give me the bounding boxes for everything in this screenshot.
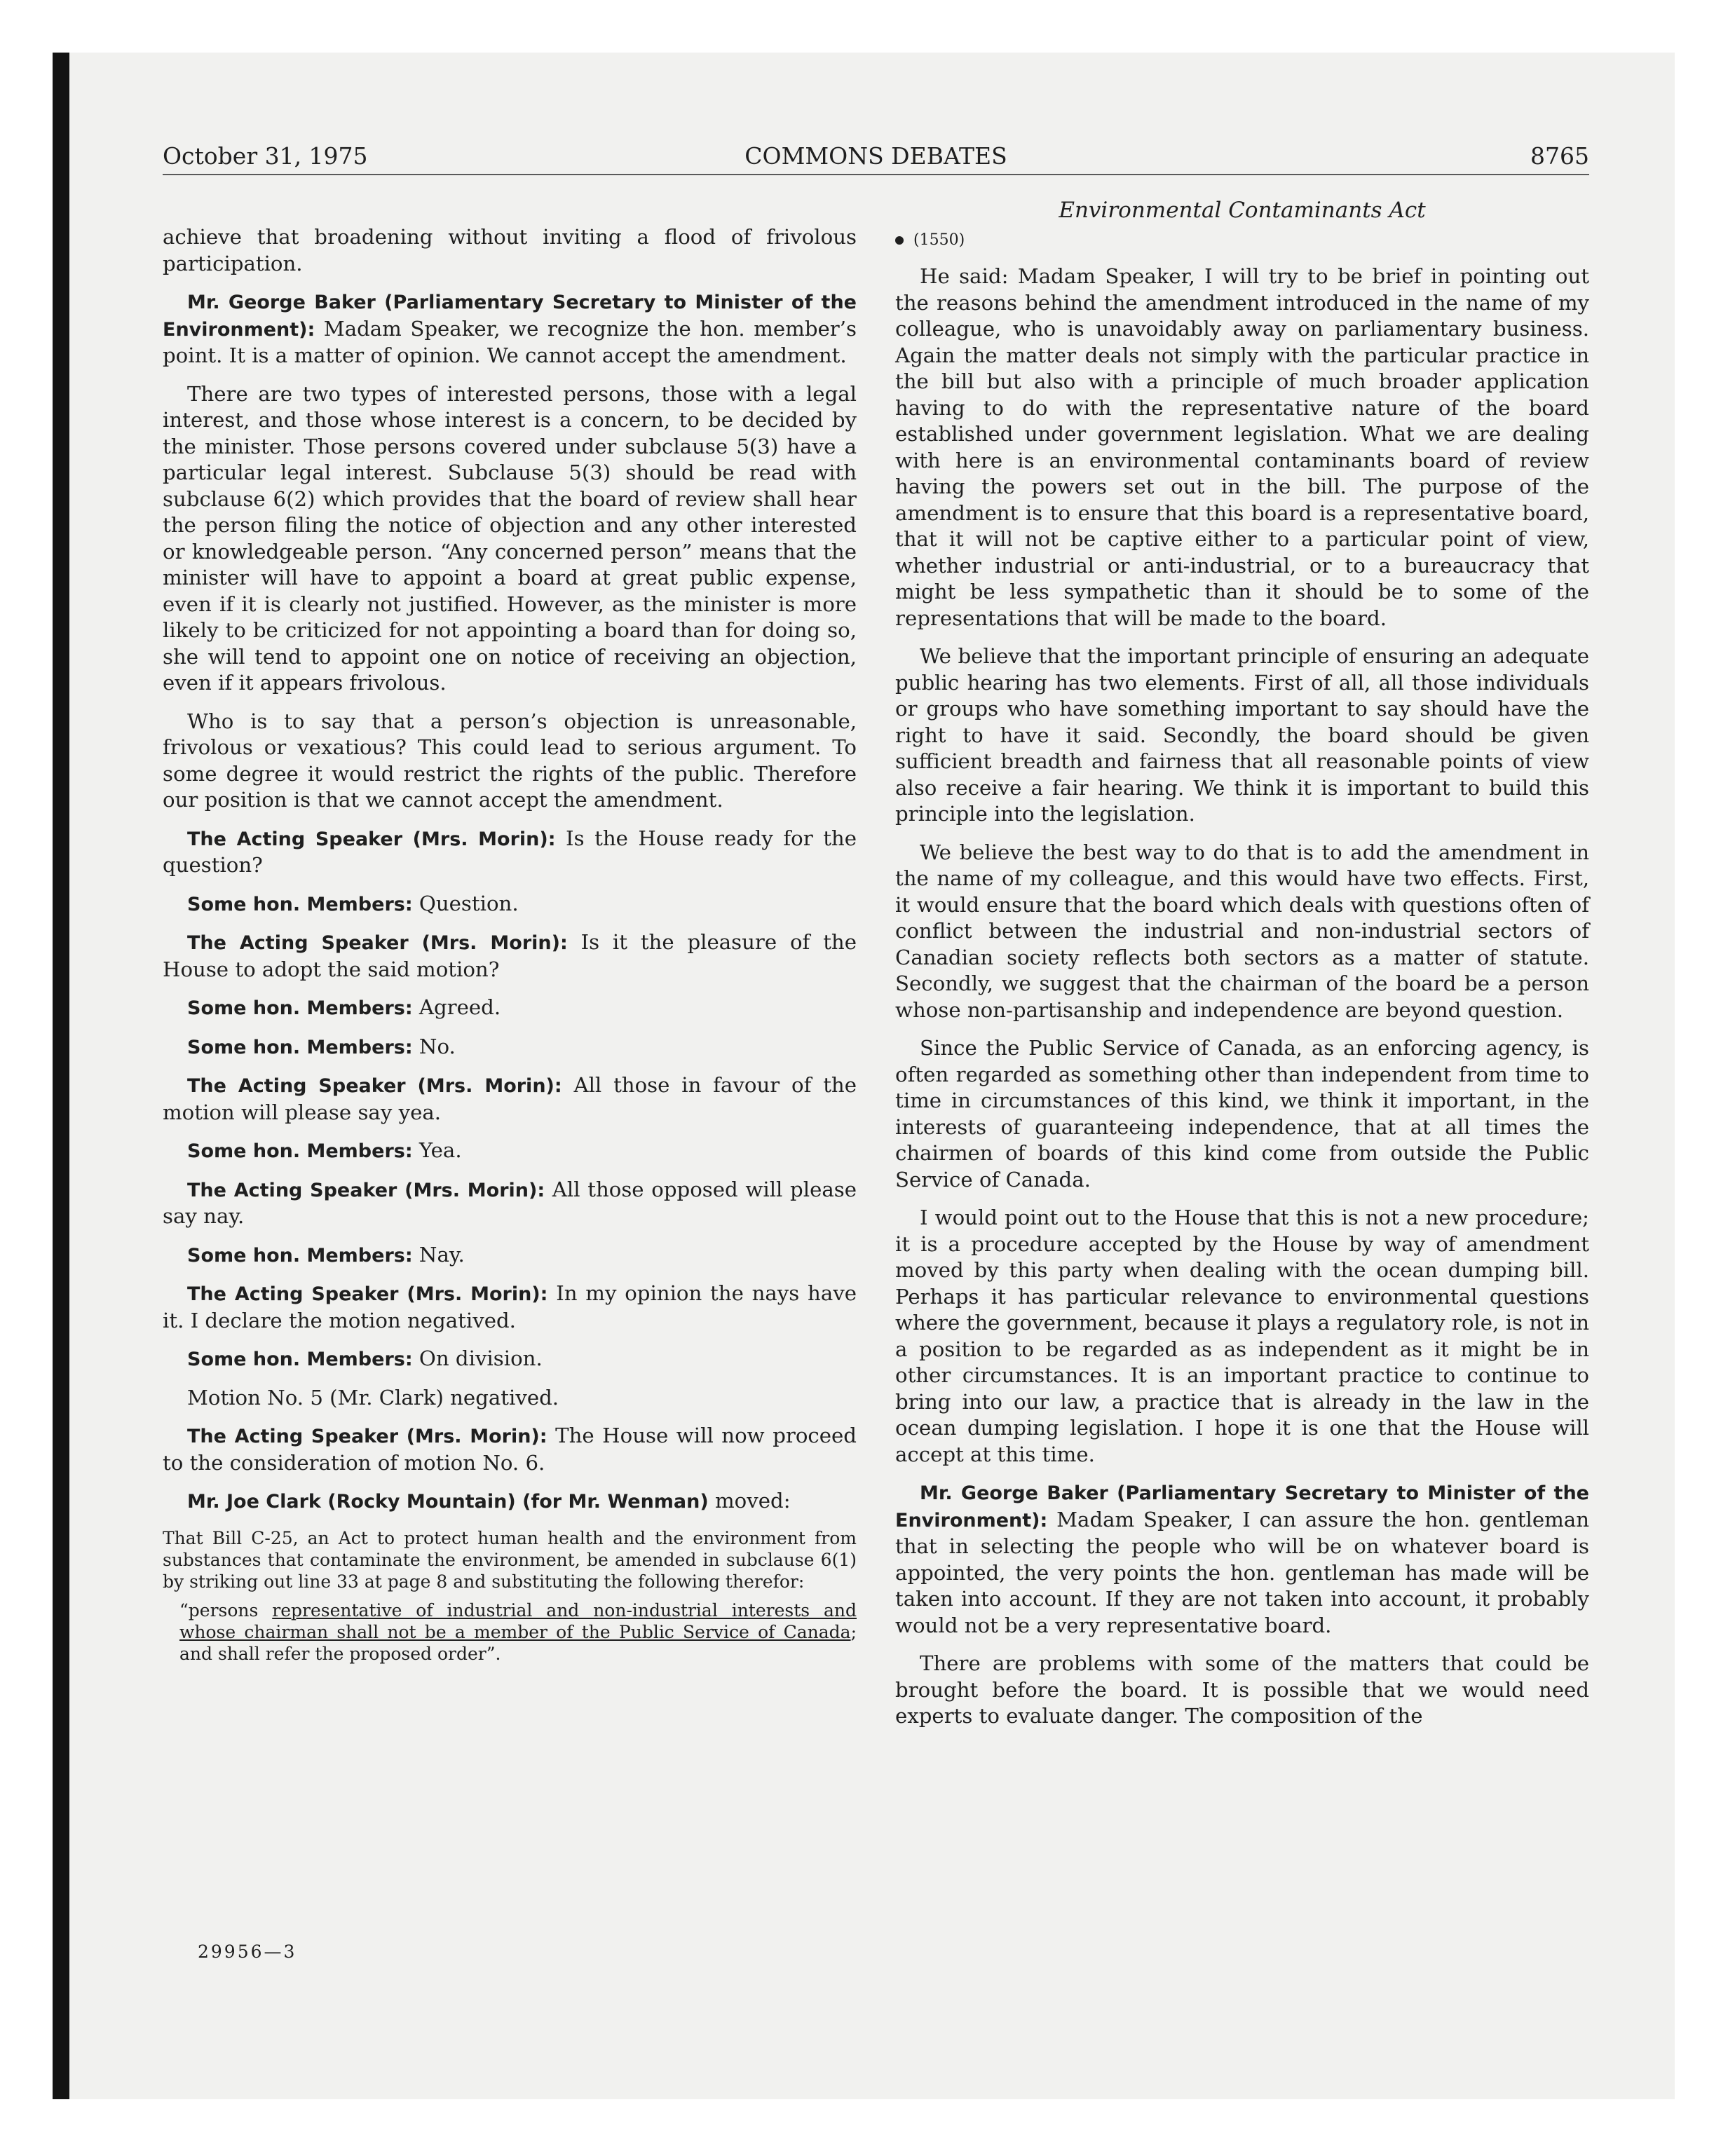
header-date: October 31, 1975: [163, 142, 368, 170]
paragraph: [163, 1281, 857, 1334]
speaker-name: Some hon. Members:: [187, 1349, 413, 1370]
paragraph: [163, 1346, 857, 1373]
paragraph: [163, 1138, 857, 1165]
paragraph: Since the Public Service of Canada, as an enforcing agency, is often regarded as something other than independent from time to time in circumstances of this kind, we think it important, in the interests of guaranteeing independence, that at all times the chairmen of boards of this kind come from outside the Public Service of Canada.: [895, 1036, 1589, 1192]
header-page-number: 8765: [1530, 142, 1589, 170]
paragraph: There are problems with some of the matters that could be brought before the board. It is possible that we would need experts to evaluate danger. The composition of the: [895, 1651, 1589, 1728]
paragraph: We believe the best way to do that is to add the amendment in the name of my colleague, and this would have two effects. First, it would ensure that the board which deals with questions often of conflict between the industrial and non-industrial sectors of Canadian society reflects both sectors as a matter of statute. Secondly, we suggest that the chairman of the board be a person whose non-partisanship and independence are beyond question.: [895, 840, 1589, 1022]
quote-open: “persons: [179, 1599, 273, 1621]
paragraph: Who is to say that a person’s objection is unreasonable, frivolous or vexatious? This could lead to serious argument. To some degree it would restrict the rights of the public. Therefore our position is that we cannot accept the amendment.: [163, 709, 857, 812]
speaker-name: Mr. Joe Clark (Rocky Mountain) (for Mr. Wenman): [187, 1491, 709, 1513]
speech-text: Nay.: [412, 1242, 465, 1267]
timestamp-text: (1550): [913, 231, 965, 249]
paragraph: He said: Madam Speaker, I will try to be brief in pointing out the reasons behind the amendment introduced in the name of my colleague, who is unavoidably away on parliamentary business. Again the matter deals not simply with the particular practice in the bill but also with a principle of much broader application having to do with the representative nature of the board established under government legislation. What we are dealing with here is an environmental contaminants board of review having the powers set out in the bill. The purpose of the amendment is to ensure that this board is a representative board, that it will not be captive either to a particular point of view, whether industrial or anti-industrial, or to a bureaucracy that might be less sympathetic than it should be to some of the representations that will be made to the board.: [895, 264, 1589, 630]
right-column: [895, 196, 1589, 1742]
paragraph: [163, 929, 857, 983]
speaker-name: Some hon. Members:: [187, 893, 413, 915]
paragraph: [163, 826, 857, 879]
paragraph: We believe that the important principle of ensuring an adequate public hearing has two elements. First of all, all those individuals or groups who have something important to say should have the right to have it said. Secondly, the board should be given sufficient breadth and fairness that all reasonable points of view also receive a fair hearing. We think it is important to build this principle into the legislation.: [895, 644, 1589, 826]
footer-code: 29956—3: [198, 1942, 297, 1962]
timestamp: [895, 228, 1589, 252]
speech-text: All those opposed will please say nay.: [163, 1177, 857, 1228]
speaker-name: Some hon. Members:: [187, 1140, 413, 1162]
speaker-name: The Acting Speaker (Mrs. Morin):: [187, 1426, 547, 1447]
paragraph: [163, 995, 857, 1022]
bullet-icon: [895, 236, 904, 245]
left-column: [163, 224, 857, 1672]
speech-text: Madam Speaker, I can assure the hon. gentleman that in selecting the people who will be on whatever board is appointed, the very points the hon. gentleman has made will be taken into account. If they are not taken into account, it probably would not be a very representative board.: [895, 1507, 1589, 1637]
speaker-name: Some hon. Members:: [187, 1036, 413, 1058]
speech-text: moved:: [708, 1489, 791, 1513]
quote-underlined: representative of industrial and non-industrial interests and whose chairman shall not be a member of the Public Service of Canada: [179, 1599, 857, 1642]
motion-text: That Bill C-25, an Act to protect human health and the environment from substances that contaminate the environment, be amended in subclause 6(1) by striking out line 33 at page 8 and substituting the following therefor:: [163, 1527, 857, 1592]
speaker-name: Mr. George Baker (Parliamentary Secretary to Minister of the Environment):: [895, 1482, 1589, 1531]
speech-text: Is it the pleasure of the House to adopt the said motion?: [163, 930, 857, 981]
paragraph: [895, 1480, 1589, 1639]
quote-close: ; and shall refer the proposed order”.: [179, 1621, 857, 1664]
speech-text: Madam Speaker, we recognize the hon. member’s point. It is a matter of opinion. We cannot accept the amendment.: [163, 316, 857, 367]
paragraph: [163, 1242, 857, 1269]
speaker-name: Mr. George Baker (Parliamentary Secretary to Minister of the Environment):: [163, 292, 857, 341]
header-publication: COMMONS DEBATES: [744, 142, 1007, 170]
paragraph: [163, 1488, 857, 1515]
paragraph: Motion No. 5 (Mr. Clark) negatived.: [187, 1385, 559, 1410]
paragraph: achieve that broadening without inviting a flood of frivolous participation.: [163, 225, 857, 275]
speech-text: On division.: [412, 1346, 543, 1370]
speaker-name: The Acting Speaker (Mrs. Morin):: [187, 932, 568, 954]
speaker-name: Some hon. Members:: [187, 997, 413, 1019]
paragraph: [163, 1177, 857, 1230]
speech-text: No.: [412, 1034, 456, 1058]
paragraph: [163, 1034, 857, 1061]
paragraph: There are two types of interested persons, those with a legal interest, and those whose interest is a concern, to be decided by the minister. Those persons covered under subclause 5(3) have a particular legal interest. Subclause 5(3) should be read with subclause 6(2) which provides that the board of review shall hear the person filing the notice of objection and any other interested or knowledgeable person. “Any concerned person” means that the minister will have to appoint a board at great public expense, even if it is clearly not justified. However, as the minister is more likely to be criticized for not appointing a board than for doing so, she will tend to appoint one on notice of receiving an objection, even if it appears frivolous.: [163, 381, 857, 695]
paragraph: [163, 891, 857, 918]
speaker-name: The Acting Speaker (Mrs. Morin):: [187, 1075, 562, 1097]
speech-text: The House will now proceed to the consideration of motion No. 6.: [163, 1424, 857, 1475]
speaker-name: The Acting Speaker (Mrs. Morin):: [187, 1283, 548, 1305]
running-head: Environmental Contaminants Act: [1059, 198, 1426, 223]
speaker-name: The Acting Speaker (Mrs. Morin):: [187, 828, 556, 850]
speech-text: Yea.: [412, 1138, 462, 1162]
speaker-name: Some hon. Members:: [187, 1244, 413, 1267]
speaker-name: The Acting Speaker (Mrs. Morin):: [187, 1179, 545, 1201]
motion-quote: [163, 1599, 857, 1665]
page-header: [163, 139, 1589, 175]
speech-text: Agreed.: [412, 995, 501, 1019]
speech-text: Question.: [412, 891, 519, 915]
paragraph: [163, 1423, 857, 1476]
paragraph: I would point out to the House that this is not a new procedure; it is a procedure accepted by the House by way of amendment moved by this party when dealing with the ocean dumping bill. Perhaps it has particular relevance to environmental questions where the government, because it plays a regulatory role, is not in a position to be regarded as as independent as it might be in other circumstances. It is an important practice to continue to bring into our law, a practice that is already in the law in the ocean dumping legislation. I hope it is one that the House will accept at this time.: [895, 1206, 1589, 1466]
speech-text: In my opinion the nays have it. I declare the motion negatived.: [163, 1281, 857, 1332]
scan-edge: [53, 53, 69, 2099]
speech-text: Is the House ready for the question?: [163, 826, 857, 877]
paragraph: [163, 1072, 857, 1126]
paragraph: [163, 289, 857, 369]
speech-text: All those in favour of the motion will please say yea.: [163, 1073, 857, 1124]
